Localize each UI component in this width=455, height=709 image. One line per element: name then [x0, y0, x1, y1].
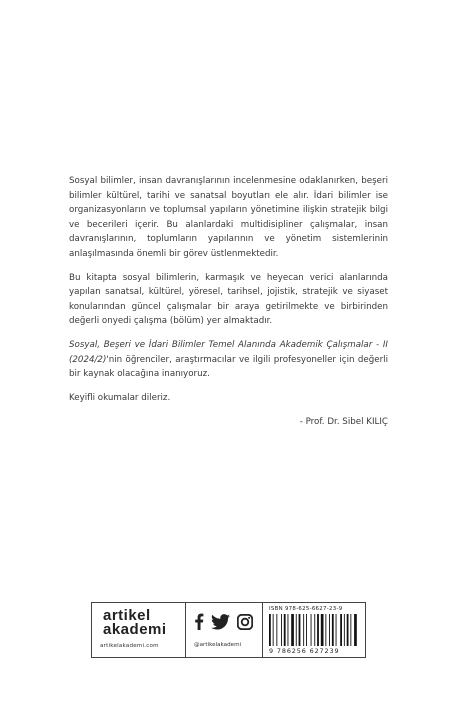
barcode-number: 9 786256 627239 — [269, 647, 340, 655]
isbn-barcode-box — [263, 603, 365, 657]
social-handle[interactable]: @artikelakademi — [194, 642, 242, 648]
barcode-bar — [332, 614, 334, 646]
barcode-bar — [306, 614, 307, 646]
barcode-bar — [296, 614, 297, 646]
paragraph-4: Keyifli okumalar dileriz. — [69, 392, 171, 403]
barcode-bar — [321, 614, 324, 646]
barcode-bar — [299, 614, 301, 646]
barcode-bar — [291, 614, 294, 646]
barcode-bar — [347, 614, 349, 646]
barcode-bar — [288, 614, 289, 646]
barcode-bar — [350, 614, 351, 646]
paragraph-3-rest: 'nin öğrenciler, araştırmacılar ve ilgili profesyoneller için değerli bir kaynak olacağına inanıyoruz. — [69, 354, 388, 380]
publisher-logo — [92, 603, 186, 657]
barcode-bar — [340, 614, 342, 646]
instagram-icon[interactable] — [237, 614, 253, 630]
barcode-bar — [284, 614, 286, 646]
barcode-bar — [329, 614, 330, 646]
barcode-bar — [311, 614, 312, 646]
barcode-icon — [269, 614, 359, 646]
barcode-bar — [273, 614, 274, 646]
isbn-label: ISBN 978-625-6627-23-9 — [269, 606, 343, 612]
barcode-bar — [276, 614, 277, 646]
publisher-footer — [91, 602, 366, 658]
barcode-bar — [314, 614, 315, 646]
barcode-bar — [269, 614, 271, 646]
barcode-bar — [303, 614, 304, 646]
paragraph-1: Sosyal bilimler, insan davranışlarının incelenmesine odaklanırken, beşeri bilimler kültürel, tarihi ve sanatsal boyutları ele alır. İdari bilimler ise organizasyonların ve toplumsal yapıların yönetimine ilişkin stratejik bilgi ve becerileri içerir. Bu alanlardaki multidisipliner çalışmalar, insan davranışlarının, toplumların yapılarının ve yönetim sistemlerinin anlaşılmasında önemli bir görev üstlenmektedir. — [69, 176, 388, 259]
barcode-bar — [336, 614, 337, 646]
barcode-bar — [317, 614, 319, 646]
barcode-bar — [354, 614, 357, 646]
signature: - Prof. Dr. Sibel KILIÇ — [299, 417, 388, 428]
social-media-box — [186, 603, 263, 657]
publisher-website[interactable]: artikelakademi.com — [100, 643, 159, 649]
barcode-bar — [281, 614, 282, 646]
barcode-bar — [325, 614, 326, 646]
twitter-icon[interactable] — [211, 614, 230, 630]
book-title-italic: Sosyal, Beşeri ve İdari Bilimler Temel Alanında Akademik Çalışmalar - II (2024/2) — [69, 339, 388, 365]
paragraph-3 — [69, 338, 388, 382]
logo-line-2: akademi — [103, 621, 167, 638]
back-cover-text — [69, 174, 388, 439]
facebook-icon[interactable] — [194, 613, 204, 630]
paragraph-2: Bu kitapta sosyal bilimlerin, karmaşık ve heyecan verici alanlarında yapılan sanatsal, kültürel, yöresel, tarihsel, jojistik, stratejik ve siyaset konularından güncel çalışmalar bir araya getirilmekte ve birbirinden değerli onyedi çalışma (bölüm) yer almaktadır. — [69, 272, 388, 327]
logo-line-1: artikel — [103, 607, 151, 624]
barcode-bar — [344, 614, 345, 646]
